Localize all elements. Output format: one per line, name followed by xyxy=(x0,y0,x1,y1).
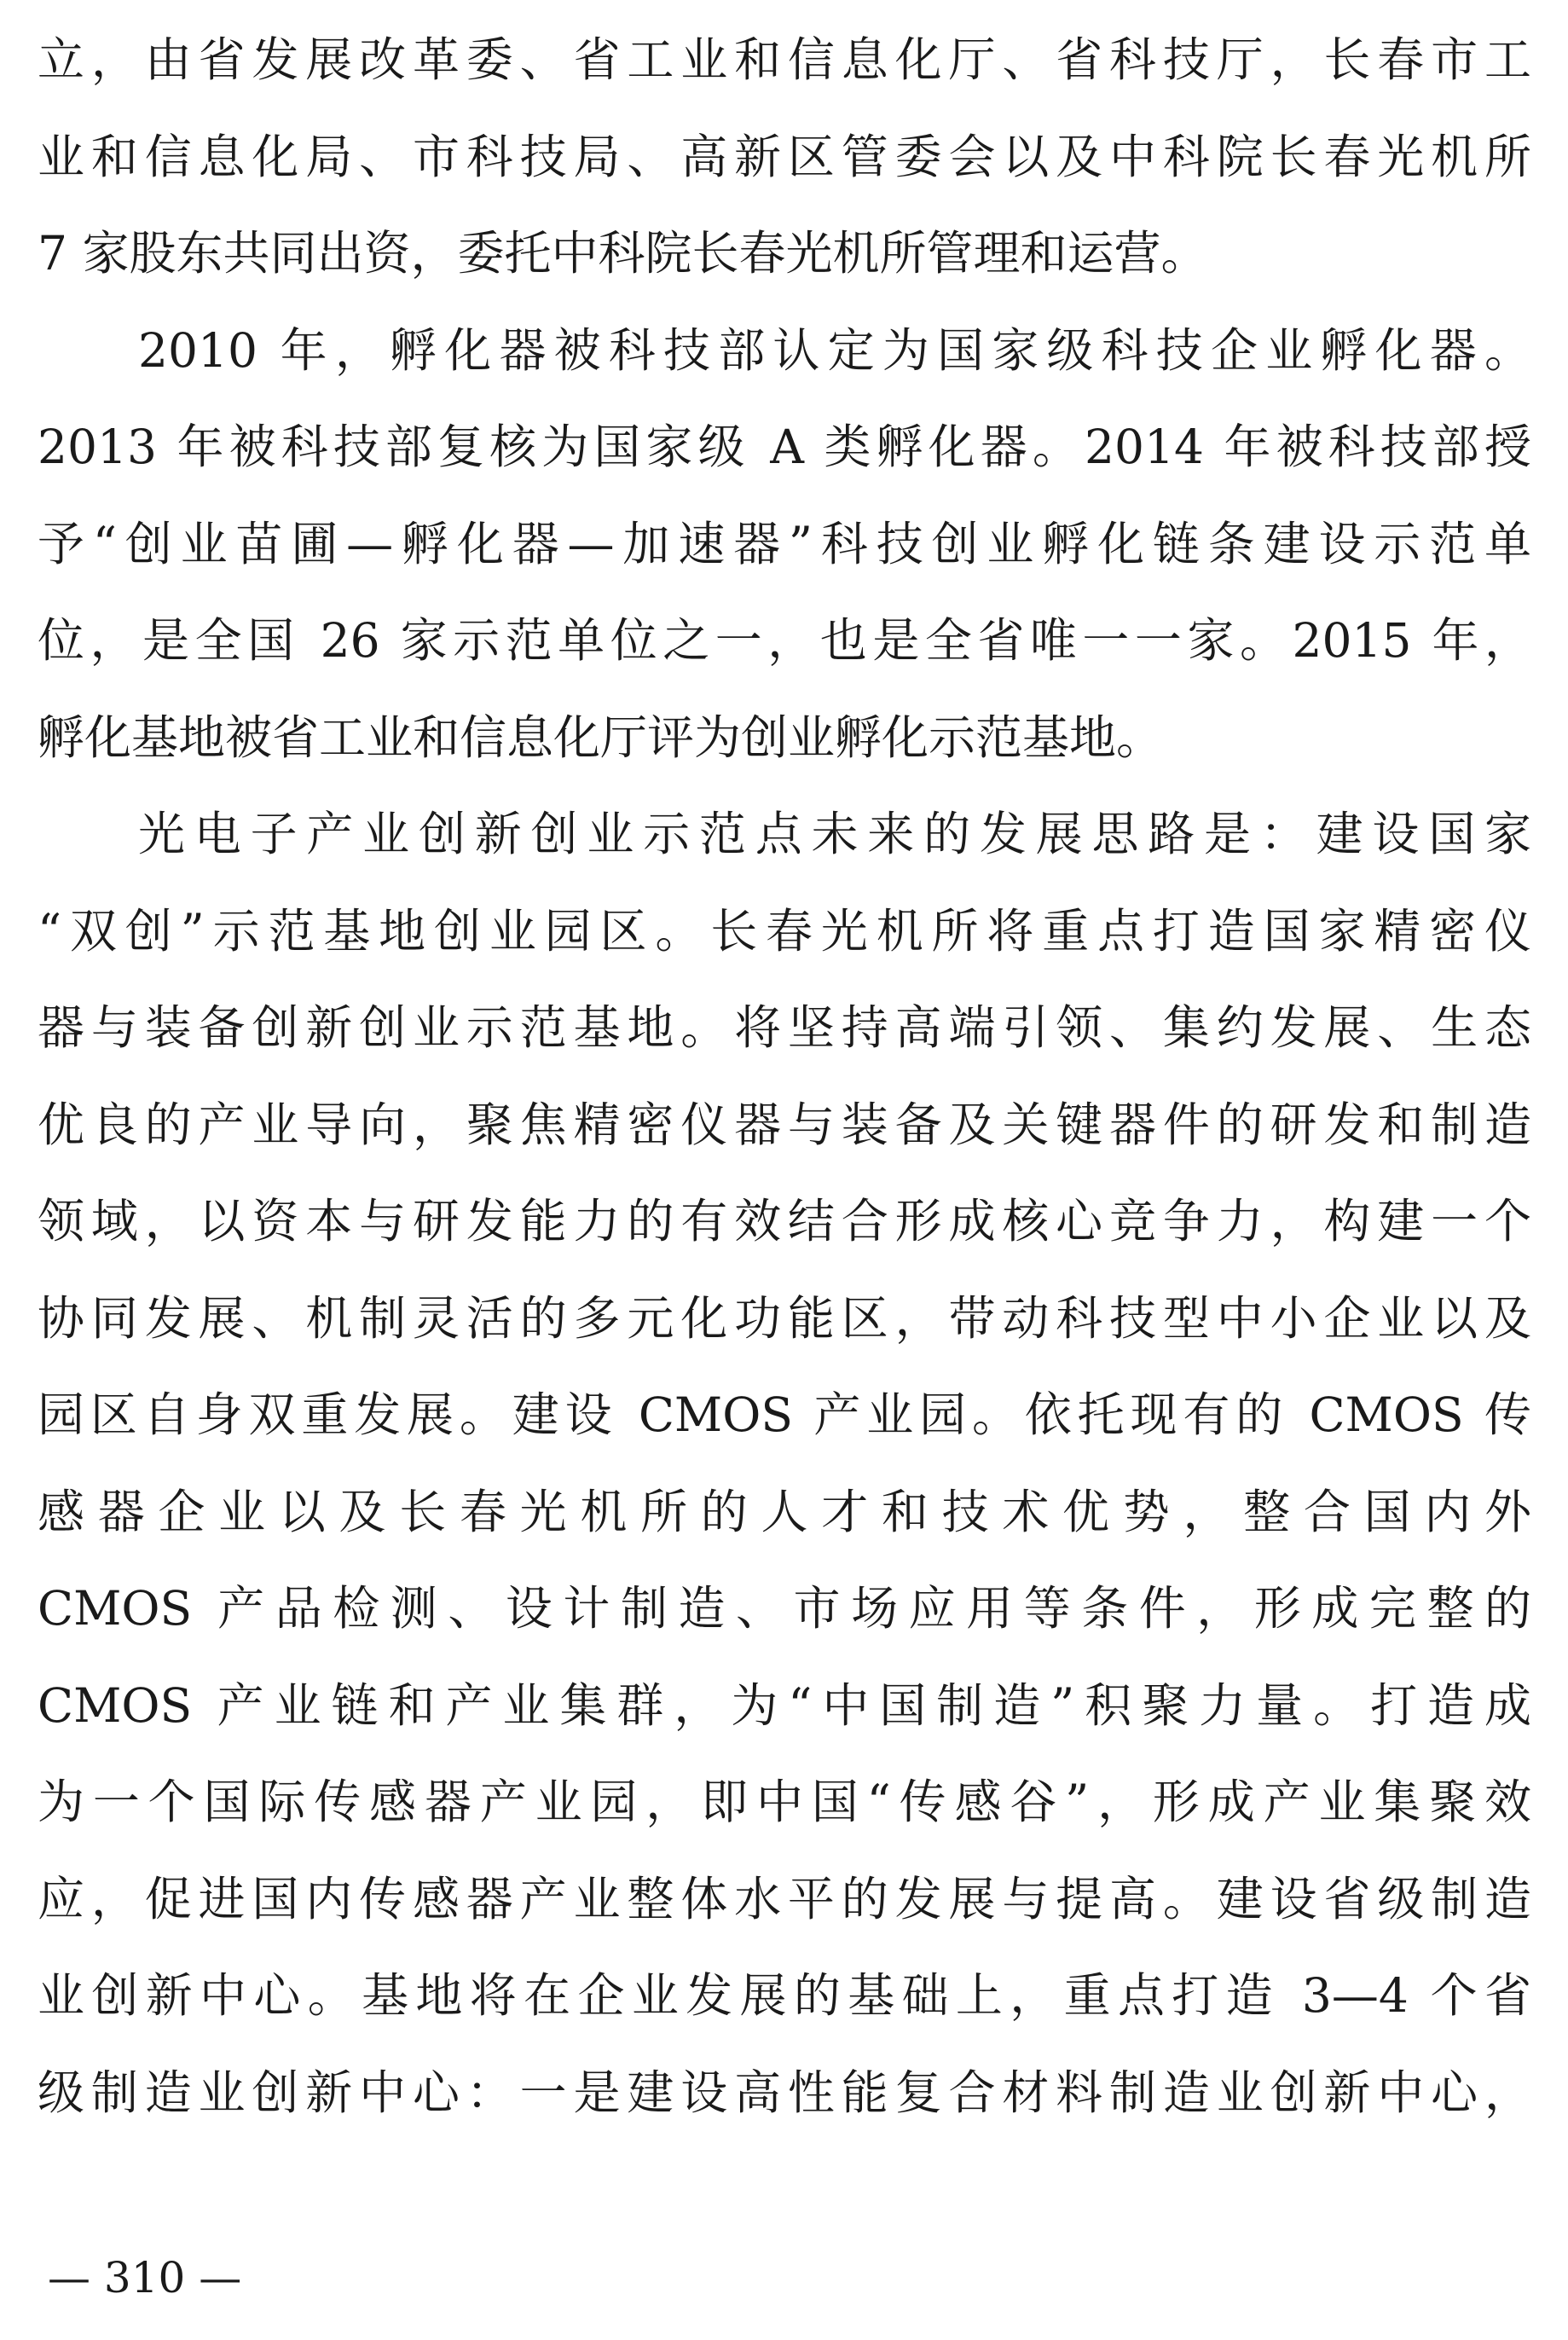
text-line: 感器企业以及长春光机所的人才和技术优势，整合国内外 xyxy=(38,1484,1531,1539)
text-line: 领域，以资本与研发能力的有效结合形成核心竞争力，构建一个 xyxy=(38,1194,1531,1248)
text-line: CMOS 产品检测、设计制造、市场应用等条件，形成完整的 xyxy=(38,1581,1531,1636)
paragraph-start-line: 2010 年，孵化器被科技部认定为国家级科技企业孵化器。 xyxy=(138,322,1531,378)
text-line: 为一个国际传感器产业园，即中国“传感谷”，形成产业集聚效 xyxy=(38,1775,1531,1829)
text-line: 位，是全国 26 家示范单位之一，也是全省唯一一家。2015 年， xyxy=(38,613,1531,668)
document-body xyxy=(38,12,1531,2141)
text-line: 2013 年被科技部复核为国家级 A 类孵化器。2014 年被科技部授 xyxy=(38,420,1531,474)
text-line: 应，促进国内传感器产业整体水平的发展与提高。建设省级制造 xyxy=(38,1871,1531,1926)
page-number: — 310 — xyxy=(48,2253,242,2302)
text-line: “双创”示范基地创业园区。长春光机所将重点打造国家精密仪 xyxy=(38,903,1531,959)
text-line: 业和信息化局、市科技局、高新区管委会以及中科院长春光机所 xyxy=(38,129,1531,184)
text-line: 优良的产业导向，聚焦精密仪器与装备及关键器件的研发和制造 xyxy=(38,1097,1531,1152)
text-line: 业创新中心。基地将在企业发展的基础上，重点打造 3—4 个省 xyxy=(38,1968,1531,2023)
text-line: CMOS 产业链和产业集群，为“中国制造”积聚力量。打造成 xyxy=(38,1677,1531,1733)
text-line: 予“创业苗圃—孵化器—加速器”科技创业孵化链条建设示范单 xyxy=(38,516,1531,571)
text-line: 7 家股东共同出资，委托中科院长春光机所管理和运营。 xyxy=(38,226,1208,281)
text-line: 器与装备创新创业示范基地。将坚持高端引领、集约发展、生态 xyxy=(38,1000,1531,1055)
text-line: 级制造业创新中心：一是建设高性能复合材料制造业创新中心， xyxy=(38,2065,1531,2120)
paragraph-start-line: 光电子产业创新创业示范点未来的发展思路是：建设国家 xyxy=(138,807,1531,861)
text-line: 协同发展、机制灵活的多元化功能区，带动科技型中小企业以及 xyxy=(38,1290,1531,1346)
text-line: 立，由省发展改革委、省工业和信息化厅、省科技厅，长春市工 xyxy=(38,32,1531,87)
text-line: 孵化基地被省工业和信息化厅评为创业孵化示范基地。 xyxy=(38,710,1164,765)
text-line: 园区自身双重发展。建设 CMOS 产业园。依托现有的 CMOS 传 xyxy=(38,1387,1531,1442)
